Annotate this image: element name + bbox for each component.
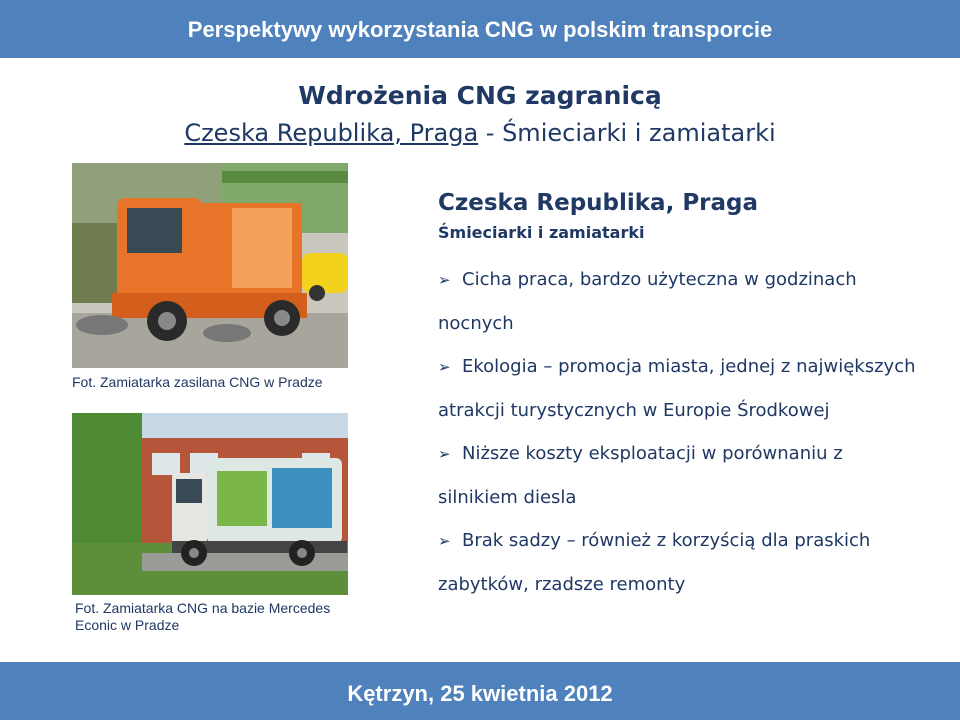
- subheading-link[interactable]: Czeska Republika, Praga: [184, 119, 479, 147]
- sweeper-photo: [72, 163, 348, 368]
- content-subtitle: Śmieciarki i zamiatarki: [438, 223, 645, 242]
- photo-caption-1: Fot. Zamiatarka zasilana CNG w Pradze: [72, 374, 323, 390]
- list-item: [438, 519, 918, 606]
- list-item: [438, 345, 918, 432]
- presentation-title: Perspektywy wykorzystania CNG w polskim transporcie: [187, 17, 773, 42]
- list-item: [438, 432, 918, 519]
- arrow-bullet-icon: ➢: [438, 445, 451, 463]
- arrow-bullet-icon: ➢: [438, 271, 451, 289]
- garbage-truck-photo: [72, 413, 348, 595]
- content-title: Czeska Republika, Praga: [438, 190, 759, 216]
- bullet-text: Niższe koszty eksploatacji w porównaniu z silnikiem diesla: [438, 443, 843, 508]
- photo-caption-2: Fot. Zamiatarka CNG na bazie Mercedes Econic w Pradze: [75, 600, 331, 633]
- bullet-list: [438, 258, 918, 606]
- bullet-text: Brak sadzy – również z korzyścią dla praskich zabytków, rzadsze remonty: [438, 530, 871, 595]
- arrow-bullet-icon: ➢: [438, 358, 451, 376]
- arrow-bullet-icon: ➢: [438, 532, 451, 550]
- bullet-text: Ekologia – promocja miasta, jednej z największych atrakcji turystycznych w Europie Środkowej: [438, 356, 916, 421]
- list-item: [438, 258, 918, 345]
- subheading-rest: - Śmieciarki i zamiatarki: [478, 119, 776, 147]
- slide-subheading: [0, 117, 960, 149]
- slide-heading: Wdrożenia CNG zagranicą: [298, 81, 662, 110]
- footer-text: Kętrzyn, 25 kwietnia 2012: [347, 681, 613, 706]
- bullet-text: Cicha praca, bardzo użyteczna w godzinach nocnych: [438, 269, 857, 334]
